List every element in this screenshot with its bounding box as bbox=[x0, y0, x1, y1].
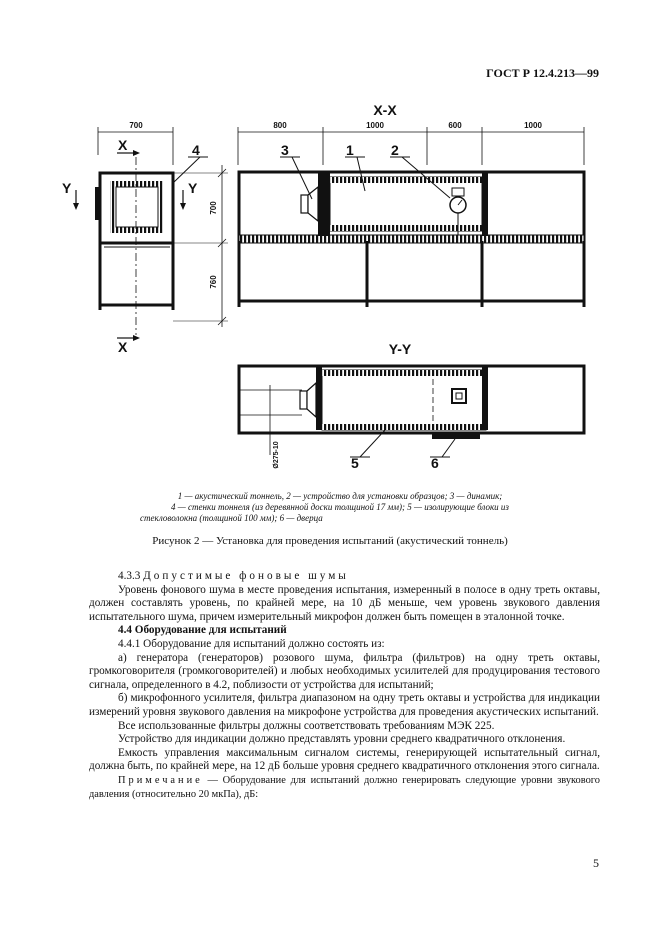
para-441: 4.4.1 Оборудование для испытаний должно состоять из: bbox=[118, 637, 385, 650]
dim-rotated: Ø275-10 bbox=[273, 441, 280, 469]
section-433-number: 4.3.3 bbox=[118, 570, 141, 582]
note-text: — Оборудование для испытаний должно генерировать следующие уровни звукового давления (относительно 20 мкПа), дБ: bbox=[89, 774, 600, 800]
section-433-heading bbox=[89, 570, 600, 584]
para-a: а) генератора (генераторов) розового шума, фильтра (фильтров) на одну треть октавы, громкоговорителя (громкоговорителей) и любых необходимых усилителей для продуцирования тестового сигнала, определенного в 4.2, поблизости от устройства для испытаний; bbox=[89, 651, 600, 691]
figure-caption: Рисунок 2 — Установка для проведения испытаний (акустический тоннель) bbox=[152, 535, 508, 547]
callout-1: 1 bbox=[346, 142, 354, 158]
section-yy-label: Y-Y bbox=[388, 341, 412, 357]
legend-line-1: 1 — акустический тоннель, 2 — устройство для установки образцов; 3 — динамик; bbox=[177, 491, 503, 501]
cut-x-top: X bbox=[118, 137, 128, 153]
dim-left-width: 700 bbox=[129, 121, 143, 130]
legend-line-2: 4 — стенки тоннеля (из деревянной доски толщиной 17 мм); 5 — изолирующие блоки из bbox=[171, 502, 509, 512]
page-number: 5 bbox=[593, 856, 599, 870]
figure-legend bbox=[140, 491, 540, 524]
xx-view bbox=[238, 127, 584, 307]
dim-top-3: 600 bbox=[448, 121, 462, 130]
left-view bbox=[73, 127, 228, 341]
callout-5: 5 bbox=[351, 455, 359, 471]
dim-top-4: 1000 bbox=[524, 121, 542, 130]
note-label: Примечание bbox=[118, 774, 203, 786]
callout-2: 2 bbox=[391, 142, 399, 158]
legend-line-3: стекловолокна (толщиной 100 мм); 6 — дверца bbox=[140, 513, 323, 523]
callout-6: 6 bbox=[431, 455, 439, 471]
document-header: ГОСТ Р 12.4.213—99 bbox=[486, 66, 599, 80]
note bbox=[89, 774, 600, 801]
section-433-text: Уровень фонового шума в месте проведения испытания, измеренный в полосе в одну треть октавы, должен составлять уровень, по крайней мере, на 10 дБ меньше, чем уровень звукового давления испытательного шума, причем измерительный микрофон должен быть помещен в эталонной точке. bbox=[89, 583, 600, 623]
para-filters: Все использованные фильтры должны соответствовать требованиям МЭК 225. bbox=[118, 719, 495, 732]
dim-vertical-lower: 760 bbox=[209, 275, 218, 289]
para-b: б) микрофонного усилителя, фильтра диапазоном на одну треть октавы и устройства для индикации измерений уровня звукового давления на микрофоне устройства для проведения акустических испытаний. bbox=[89, 692, 600, 718]
dim-top-2: 1000 bbox=[366, 121, 384, 130]
figure-acoustic-tunnel bbox=[60, 95, 620, 495]
section-xx-label: X-X bbox=[373, 102, 397, 118]
figure-drawing bbox=[60, 95, 620, 495]
cut-y-right: Y bbox=[188, 180, 198, 196]
callout-4: 4 bbox=[192, 142, 200, 158]
callout-3: 3 bbox=[281, 142, 289, 158]
cut-y-left: Y bbox=[62, 180, 72, 196]
dim-vertical-upper: 700 bbox=[209, 201, 218, 215]
dim-top-1: 800 bbox=[273, 121, 287, 130]
document-body bbox=[89, 570, 600, 801]
para-capacity: Емкость управления максимальным сигналом системы, генерирующей испытательный сигнал, должна быть, по крайней мере, на 12 дБ больше уровня среднего квадратичного отклонения этого сигнала. bbox=[89, 746, 600, 773]
cut-x-bottom: X bbox=[118, 339, 128, 355]
section-433-title: Допустимые фоновые шумы bbox=[143, 570, 349, 582]
yy-view bbox=[239, 366, 584, 457]
para-indicator: Устройство для индикации должно представлять уровни среднего квадратичного отклонения. bbox=[118, 733, 566, 746]
section-44-title: 4.4 Оборудование для испытаний bbox=[118, 624, 287, 637]
